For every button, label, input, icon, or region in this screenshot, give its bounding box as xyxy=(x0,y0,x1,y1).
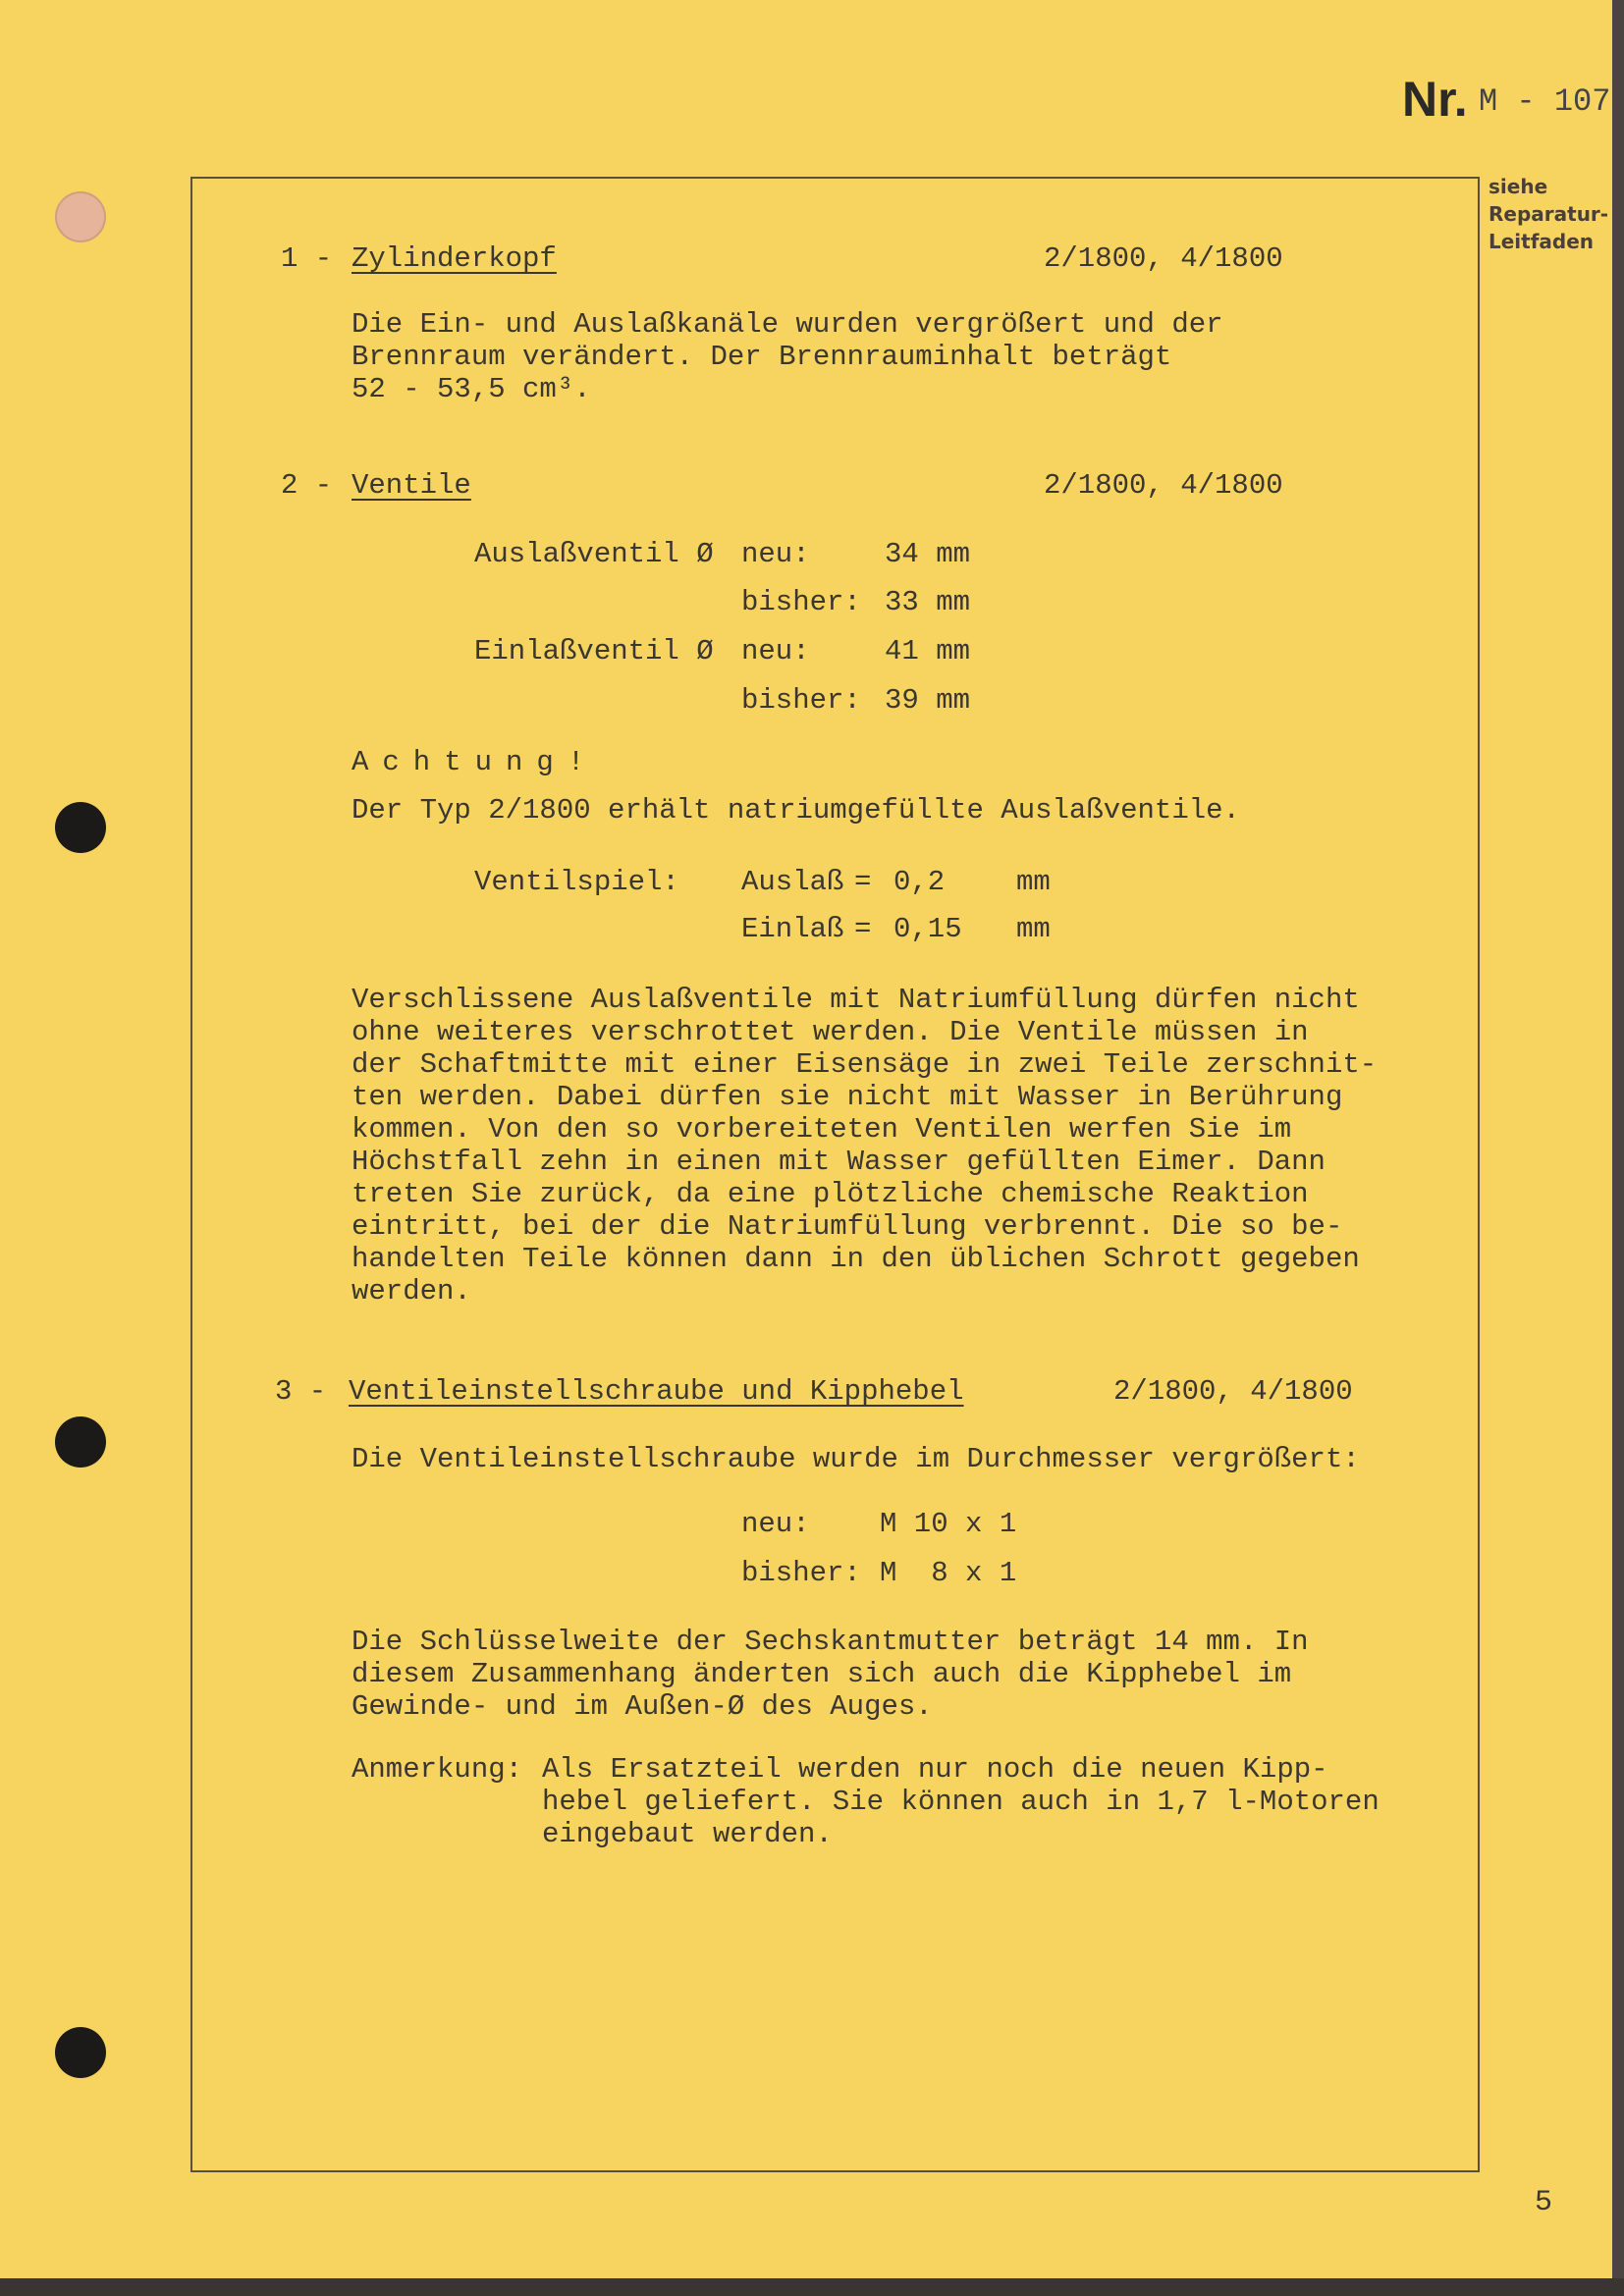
paragraph xyxy=(352,1626,1309,1723)
text-line: hebel geliefert. Sie können auch in 1,7 l-Motoren xyxy=(542,1786,1380,1818)
text-line: Verschlissene Auslaßventile mit Natriumfüllung dürfen nicht xyxy=(352,984,1360,1016)
document-number: M - 107 xyxy=(1479,83,1611,120)
punch-hole xyxy=(55,1416,106,1468)
section-title: Ventileinstellschraube und Kipphebel xyxy=(349,1375,964,1408)
section-intro: Die Ventileinstellschraube wurde im Durchmesser vergrößert: xyxy=(352,1443,1360,1475)
text-line: handelten Teile können dann in den üblichen Schrott gegeben xyxy=(352,1243,1360,1275)
note-label: Anmerkung: xyxy=(352,1753,523,1786)
clearance-unit: mm xyxy=(1016,913,1051,945)
valve-value: 34 mm xyxy=(885,538,971,570)
size-value: M 8 x 1 xyxy=(880,1557,1017,1589)
text-line: der Schaftmitte mit einer Eisensäge in zwei Teile zerschnit- xyxy=(352,1048,1378,1081)
size-label: bisher: xyxy=(741,1557,861,1589)
text-line: Brennraum verändert. Der Brennrauminhalt beträgt xyxy=(352,341,1172,373)
valve-name: Einlaßventil Ø xyxy=(474,635,714,667)
text-line: Gewinde- und im Außen-Ø des Auges. xyxy=(352,1690,933,1723)
valve-label: neu: xyxy=(741,538,810,570)
clearance-item: Auslaß xyxy=(741,866,844,898)
section-number: 2 - xyxy=(281,469,333,502)
valve-value: 41 mm xyxy=(885,635,971,667)
section-number: 1 - xyxy=(281,242,333,275)
attention-text: Der Typ 2/1800 erhält natriumgefüllte Auslaßventile. xyxy=(352,794,1240,827)
punch-hole xyxy=(55,2027,106,2078)
valve-value: 39 mm xyxy=(885,684,971,717)
text-line: Die Schlüsselweite der Sechskantmutter beträgt 14 mm. In xyxy=(352,1626,1309,1658)
text-line: Als Ersatzteil werden nur noch die neuen Kipp- xyxy=(542,1753,1328,1786)
text-line: 52 - 53,5 cm³. xyxy=(352,373,591,405)
size-label: neu: xyxy=(741,1508,810,1540)
side-note-line: Reparatur- xyxy=(1489,202,1609,226)
text-line: treten Sie zurück, da eine plötzliche chemische Reaktion xyxy=(352,1178,1309,1210)
clearance-item: Einlaß xyxy=(741,913,844,945)
clearance-eq: = xyxy=(854,866,872,898)
note-text xyxy=(542,1753,1380,1850)
section-types: 2/1800, 4/1800 xyxy=(1113,1375,1353,1408)
clearance-value: 0,2 xyxy=(893,866,946,898)
text-line: eintritt, bei der die Natriumfüllung verbrennt. Die so be- xyxy=(352,1210,1343,1243)
clearance-label: Ventilspiel: xyxy=(474,866,679,898)
section-types: 2/1800, 4/1800 xyxy=(1044,242,1283,275)
text-line: eingebaut werden. xyxy=(542,1818,833,1850)
clearance-value: 0,15 xyxy=(893,913,962,945)
clearance-unit: mm xyxy=(1016,866,1051,898)
valve-value: 33 mm xyxy=(885,586,971,618)
text-line: ten werden. Dabei dürfen sie nicht mit Wasser in Berührung xyxy=(352,1081,1343,1113)
page-number: 5 xyxy=(1535,2186,1553,2219)
side-note-line: Leitfaden xyxy=(1489,230,1595,253)
valve-label: bisher: xyxy=(741,586,861,618)
valve-name: Auslaßventil Ø xyxy=(474,538,714,570)
section-types: 2/1800, 4/1800 xyxy=(1044,469,1283,502)
attention-heading: Achtung! xyxy=(352,746,599,778)
punch-hole xyxy=(55,802,106,853)
paragraph xyxy=(352,308,1223,405)
document-number-label: Nr. xyxy=(1402,72,1468,127)
page-edge-right xyxy=(1612,0,1624,2296)
valve-label: neu: xyxy=(741,635,810,667)
section-title: Zylinderkopf xyxy=(352,242,557,275)
text-line: Höchstfall zehn in einen mit Wasser gefüllten Eimer. Dann xyxy=(352,1146,1326,1178)
text-line: diesem Zusammenhang änderten sich auch die Kipphebel im xyxy=(352,1658,1292,1690)
text-line: kommen. Von den so vorbereiteten Ventilen werfen Sie im xyxy=(352,1113,1292,1146)
text-line: ohne weiteres verschrottet werden. Die Ventile müssen in xyxy=(352,1016,1309,1048)
section-title: Ventile xyxy=(352,469,471,502)
valve-label: bisher: xyxy=(741,684,861,717)
text-line: werden. xyxy=(352,1275,471,1308)
side-note xyxy=(1489,173,1608,255)
page-edge-bottom xyxy=(0,2278,1624,2296)
punch-hole xyxy=(55,191,106,242)
size-value: M 10 x 1 xyxy=(880,1508,1017,1540)
side-note-line: siehe xyxy=(1489,175,1548,198)
paragraph xyxy=(352,984,1377,1308)
text-line: Die Ein- und Auslaßkanäle wurden vergrößert und der xyxy=(352,308,1223,341)
section-number: 3 - xyxy=(275,1375,327,1408)
clearance-eq: = xyxy=(854,913,872,945)
